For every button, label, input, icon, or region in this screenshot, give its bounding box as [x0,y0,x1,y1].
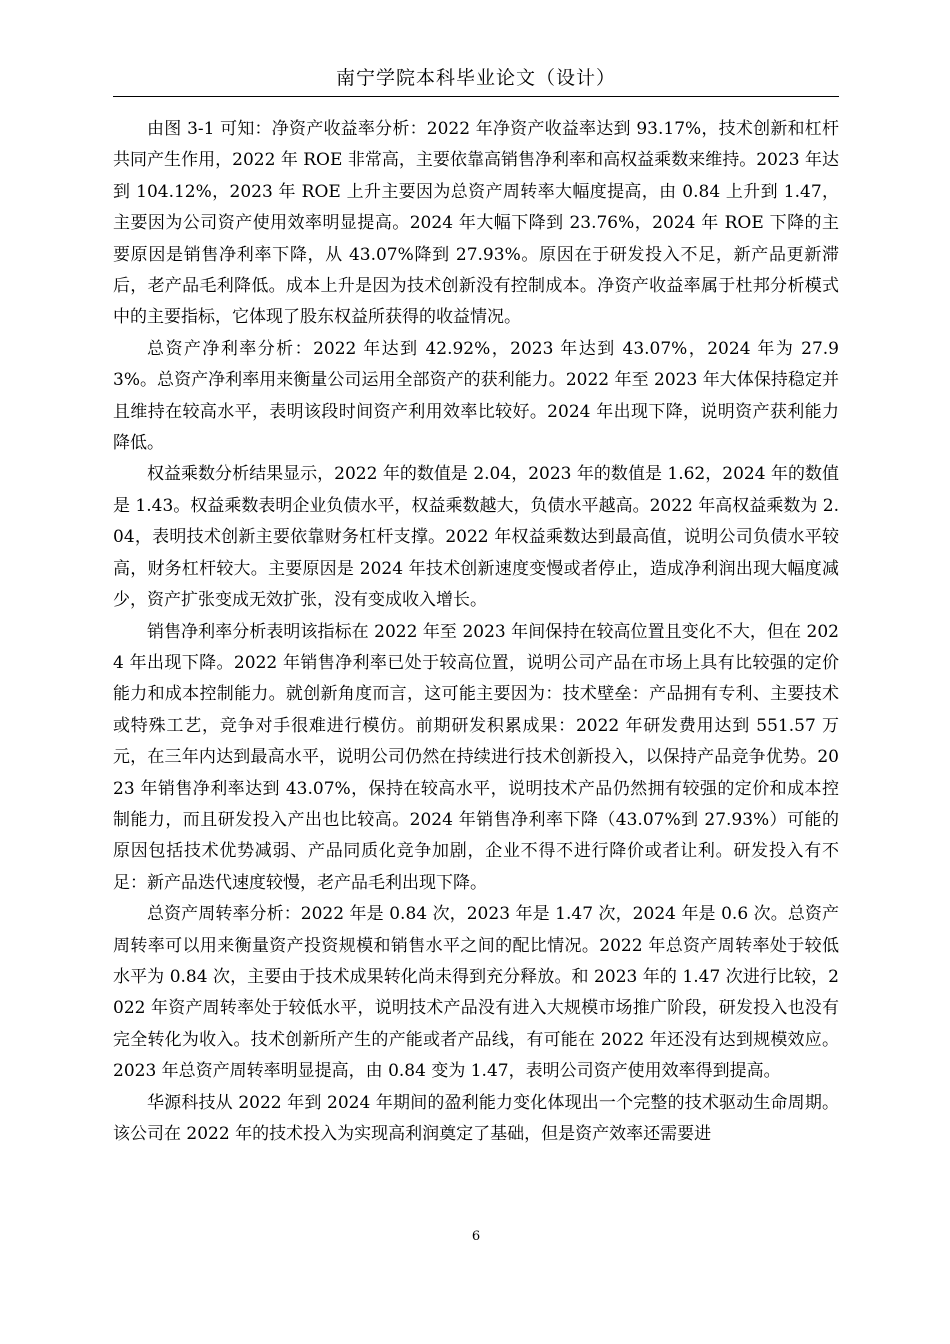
header-divider [113,96,839,97]
page-number: 6 [471,1229,481,1244]
document-body [113,114,839,1150]
page-header-title: 南宁学院本科毕业论文（设计） [335,67,616,89]
paragraph-net-profit-margin-analysis: 销售净利率分析表明该指标在 2022 年至 2023 年间保持在较高位置且变化不大，但在 2024 年出现下降。2022 年销售净利率已处于较高位置，说明公司产品在市场上具有比较强的定价能力和成本控制能力。就创新角度而言，这可能主要因为：技术壁垒：产品拥有专利、主要技术或特殊工艺，竞争对手很难进行模仿。前期研发积累成果：2022 年研发费用达到 551.57 万元，在三年内达到最高水平，说明公司仍然在持续进行技术创新投入，以保持产品竞争优势。2023 年销售净利率达到 43.07%，保持在较高水平，说明技术产品仍然拥有较强的定价和成本控制能力，而且研发投入产出也比较高。2024 年销售净利率下降（43.07%到 27.93%）可能的原因包括技术优势减弱、产品同质化竞争加剧，企业不得不进行降价或者让利。研发投入有不足：新产品迭代速度较慢，老产品毛利出现下降。 [113,621,839,893]
paragraph-roe-analysis: 由图 3-1 可知：净资产收益率分析：2022 年净资产收益率达到 93.17%，技术创新和杠杆共同产生作用，2022 年 ROE 非常高，主要依靠高销售净利率和高权益乘数来维持。2023 年达到 104.12%，2023 年 ROE 上升主要因为总资产周转率大幅度提高，由 0.84 上升到 1.47，主要因为公司资产使用效率明显提高。2024 年大幅下降到 23.76%，2024 年 ROE 下降的主要原因是销售净利率下降，从 43.07%降到 27.93%。原因在于研发投入不足，新产品更新滞后，老产品毛利降低。成本上升是因为技术创新没有控制成本。净资产收益率属于杜邦分析模式中的主要指标，它体现了股东权益所获得的收益情况。 [113,119,839,328]
paragraph-equity-multiplier-analysis: 权益乘数分析结果显示，2022 年的数值是 2.04，2023 年的数值是 1.62，2024 年的数值是 1.43。权益乘数表明企业负债水平，权益乘数越大，负债水平越高。2022 年高权益乘数为 2.04，表明技术创新主要依靠财务杠杆支撑。2022 年权益乘数达到最高值，说明公司负债水平较高，财务杠杆较大。主要原因是 2024 年技术创新速度变慢或者停止，造成净利润出现大幅度减少，资产扩张变成无效扩张，没有变成收入增长。 [113,464,839,611]
paragraph-roa-analysis: 总资产净利率分析：2022 年达到 42.92%，2023 年达到 43.07%，2024 年为 27.93%。总资产净利率用来衡量公司运用全部资产的获利能力。2022 年至 2023 年大体保持稳定并且维持在较高水平，表明该段时间资产利用效率比较好。2024 年出现下降，说明资产获利能力降低。 [113,338,839,454]
paragraph-lifecycle-summary: 华源科技从 2022 年到 2024 年期间的盈利能力变化体现出一个完整的技术驱动生命周期。该公司在 2022 年的技术投入为实现高利润奠定了基础，但是资产效率还需要进 [113,1092,839,1144]
paragraph-asset-turnover-analysis: 总资产周转率分析：2022 年是 0.84 次，2023 年是 1.47 次，2024 年是 0.6 次。总资产周转率可以用来衡量资产投资规模和销售水平之间的配比情况。2022 年总资产周转率处于较低水平为 0.84 次，主要由于技术成果转化尚未得到充分释放。和 2023 年的 1.47 次进行比较，2022 年资产周转率处于较低水平，说明技术产品没有进入大规模市场推广阶段，研发投入也没有完全转化为收入。技术创新所产生的产能或者产品线，有可能在 2022 年还没有达到规模效应。2023 年总资产周转率明显提高，由 0.84 变为 1.47，表明公司资产使用效率得到提高。 [113,904,839,1082]
